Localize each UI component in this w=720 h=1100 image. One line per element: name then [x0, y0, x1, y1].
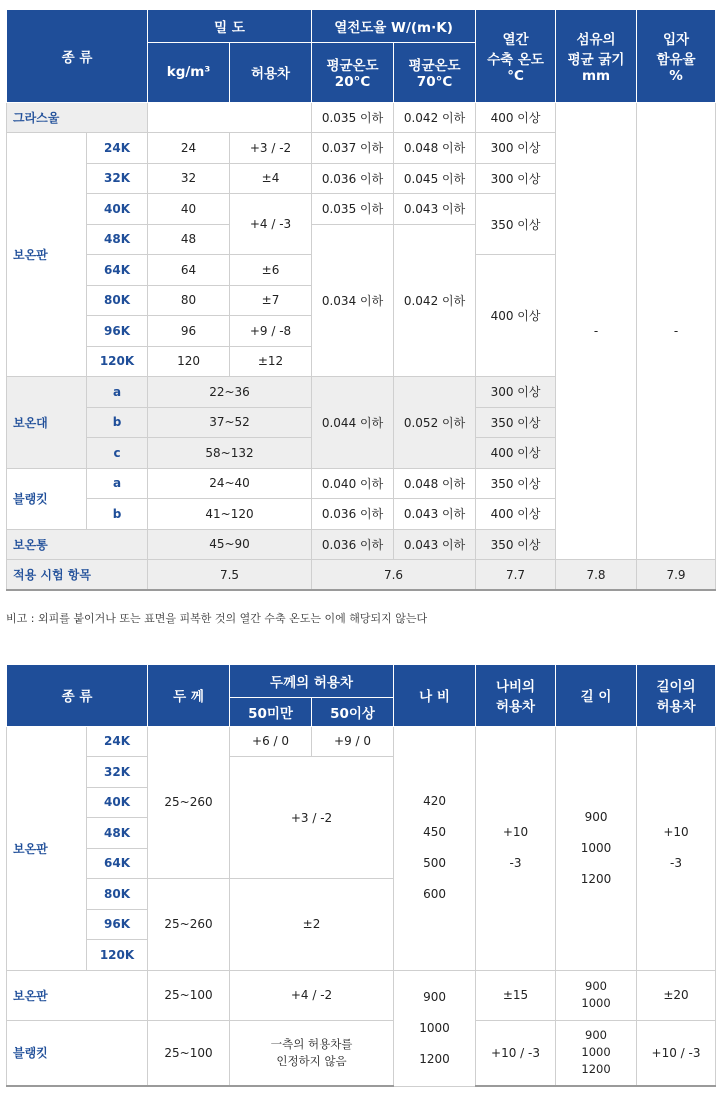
- density-cell: 32: [148, 163, 230, 194]
- range-cell: 22~36: [148, 377, 312, 408]
- grade-cell: b: [87, 499, 148, 530]
- row-label-band: 보온대: [7, 377, 87, 469]
- cell-c20: 0.035 이하: [312, 102, 394, 133]
- row-label-board: 보온판: [7, 133, 87, 377]
- header-avg70: 평균온도 70°C: [394, 42, 476, 102]
- cell-shrink: 300 이상: [476, 133, 556, 164]
- density-cell: 40: [148, 194, 230, 225]
- thick-cell: 25~260: [148, 879, 230, 971]
- width-list: 420 450 500 600: [394, 726, 476, 970]
- cell-c20: 0.036 이하: [312, 529, 394, 560]
- cell-particle: -: [637, 102, 716, 560]
- cell-c70: 0.045 이하: [394, 163, 476, 194]
- width-tol: ±15: [476, 970, 556, 1020]
- range-cell: 37~52: [148, 407, 312, 438]
- cell-c20: 0.036 이하: [312, 499, 394, 530]
- grade-cell: 120K: [87, 940, 148, 971]
- row-label-blanket: 블랭킷: [7, 468, 87, 529]
- range-cell: 58~132: [148, 438, 312, 469]
- header-particle: 입자 함유율 %: [637, 10, 716, 102]
- grade-cell: 48K: [87, 818, 148, 849]
- range-cell: 24~40: [148, 468, 312, 499]
- spec-table-properties: [6, 10, 716, 591]
- density-cell: 24: [148, 133, 230, 164]
- grade-cell: b: [87, 407, 148, 438]
- tol-cell: ±6: [230, 255, 312, 286]
- length-list: 900 1000 1200: [556, 726, 637, 970]
- header-thick-tol: 두께의 허용차: [230, 665, 394, 697]
- header-kind: 종 류: [7, 665, 148, 726]
- test-shrink: 7.7: [476, 560, 556, 591]
- length-list: 900 1000 1200: [556, 1020, 637, 1086]
- cell-c70: 0.048 이하: [394, 468, 476, 499]
- cell-shrink: 350 이상: [476, 407, 556, 438]
- tol-cell: 一측의 허용차를 인정하지 않음: [230, 1020, 394, 1086]
- tol-cell: +9 / -8: [230, 316, 312, 347]
- cell-c20: 0.044 이하: [312, 377, 394, 469]
- header-length-tol: 길이의 허용차: [637, 665, 716, 726]
- width-tol: +10 / -3: [476, 1020, 556, 1086]
- test-particle: 7.9: [637, 560, 716, 591]
- spec-table-dimensions: [6, 665, 716, 1087]
- grade-cell: 80K: [87, 879, 148, 910]
- header-fiber: 섬유의 평균 굵기 mm: [556, 10, 637, 102]
- grade-cell: 120K: [87, 346, 148, 377]
- header-shrink-temp: 열간 수축 온도 °C: [476, 10, 556, 102]
- cell-c70: 0.048 이하: [394, 133, 476, 164]
- tol-cell: +3 / -2: [230, 133, 312, 164]
- cell-c70: 0.042 이하: [394, 102, 476, 133]
- cell-c20: 0.034 이하: [312, 224, 394, 377]
- row-label-glasswool: 그라스울: [7, 102, 148, 133]
- footnote: 비고 : 외피를 붙이거나 또는 표면을 피복한 것의 열간 수축 온도는 이에 해당되지 않는다: [6, 612, 428, 625]
- header-thickness: 두 께: [148, 665, 230, 726]
- row-label-blanket: 블랭킷: [7, 1020, 148, 1086]
- grade-cell: 40K: [87, 787, 148, 818]
- tol-cell: ±7: [230, 285, 312, 316]
- tol-cell: ±12: [230, 346, 312, 377]
- header-width-tol: 나비의 허용차: [476, 665, 556, 726]
- length-tol: ±20: [637, 970, 716, 1020]
- tol-high: ±2: [230, 879, 394, 971]
- cell-shrink: 400 이상: [476, 102, 556, 133]
- cell-shrink: 400 이상: [476, 438, 556, 469]
- tol-cell: +4 / -3: [230, 194, 312, 255]
- header-under50: 50미만: [230, 697, 312, 726]
- cell-shrink: 300 이상: [476, 163, 556, 194]
- grade-cell: 64K: [87, 255, 148, 286]
- grade-cell: 64K: [87, 848, 148, 879]
- cell-c70: 0.043 이하: [394, 499, 476, 530]
- header-density: 밀 도: [148, 10, 312, 42]
- cell-shrink: 350 이상: [476, 194, 556, 255]
- row-label-board: 보온판: [7, 726, 87, 970]
- grade-cell: 24K: [87, 133, 148, 164]
- grade-cell: c: [87, 438, 148, 469]
- density-cell: 80: [148, 285, 230, 316]
- cell-c70: 0.043 이하: [394, 529, 476, 560]
- grade-cell: 40K: [87, 194, 148, 225]
- thick-cell: 25~100: [148, 1020, 230, 1086]
- header-over50: 50이상: [312, 697, 394, 726]
- grade-cell: 24K: [87, 726, 148, 757]
- length-tol: +10 -3: [637, 726, 716, 970]
- cell-c20: 0.040 이하: [312, 468, 394, 499]
- grade-cell: 32K: [87, 163, 148, 194]
- row-label-test: 적용 시험 항목: [7, 560, 148, 591]
- range-cell: 41~120: [148, 499, 312, 530]
- header-kind: 종 류: [7, 10, 148, 102]
- header-avg20: 평균온도 20°C: [312, 42, 394, 102]
- cell-c70: 0.043 이하: [394, 194, 476, 225]
- grade-cell: 48K: [87, 224, 148, 255]
- thick-cell: 25~260: [148, 726, 230, 879]
- grade-cell: a: [87, 377, 148, 408]
- tol-over50: +9 / 0: [312, 726, 394, 757]
- grade-cell: a: [87, 468, 148, 499]
- density-cell: 96: [148, 316, 230, 347]
- grade-cell: 96K: [87, 909, 148, 940]
- cell-shrink: 350 이상: [476, 468, 556, 499]
- density-cell: 48: [148, 224, 230, 255]
- width-list: 900 1000 1200: [394, 970, 476, 1086]
- cell-c20: 0.037 이하: [312, 133, 394, 164]
- cell-shrink: 400 이상: [476, 255, 556, 377]
- grade-cell: 96K: [87, 316, 148, 347]
- cell-c70: 0.042 이하: [394, 224, 476, 377]
- cell-c70: 0.052 이하: [394, 377, 476, 469]
- header-width: 나 비: [394, 665, 476, 726]
- cell-shrink: 350 이상: [476, 529, 556, 560]
- thick-cell: 25~100: [148, 970, 230, 1020]
- cell-shrink: 300 이상: [476, 377, 556, 408]
- cell-empty: [148, 102, 312, 133]
- cell-c20: 0.036 이하: [312, 163, 394, 194]
- range-cell: 45~90: [148, 529, 312, 560]
- grade-cell: 80K: [87, 285, 148, 316]
- tol-mid: +3 / -2: [230, 757, 394, 879]
- row-label-board-2: 보온판: [7, 970, 148, 1020]
- tol-under50: +6 / 0: [230, 726, 312, 757]
- length-tol: +10 / -3: [637, 1020, 716, 1086]
- tol-cell: ±4: [230, 163, 312, 194]
- density-cell: 120: [148, 346, 230, 377]
- cell-c20: 0.035 이하: [312, 194, 394, 225]
- header-length: 길 이: [556, 665, 637, 726]
- test-density: 7.5: [148, 560, 312, 591]
- tol-cell: +4 / -2: [230, 970, 394, 1020]
- header-conductivity: 열전도율 W/(m·K): [312, 10, 476, 42]
- grade-cell: 32K: [87, 757, 148, 788]
- test-fiber: 7.8: [556, 560, 637, 591]
- row-label-pipe: 보온통: [7, 529, 148, 560]
- density-cell: 64: [148, 255, 230, 286]
- cell-fiber: -: [556, 102, 637, 560]
- cell-shrink: 400 이상: [476, 499, 556, 530]
- header-tolerance: 허용차: [230, 42, 312, 102]
- length-list: 900 1000: [556, 970, 637, 1020]
- width-tol: +10 -3: [476, 726, 556, 970]
- header-unit: kg/m³: [148, 42, 230, 102]
- test-cond: 7.6: [312, 560, 476, 591]
